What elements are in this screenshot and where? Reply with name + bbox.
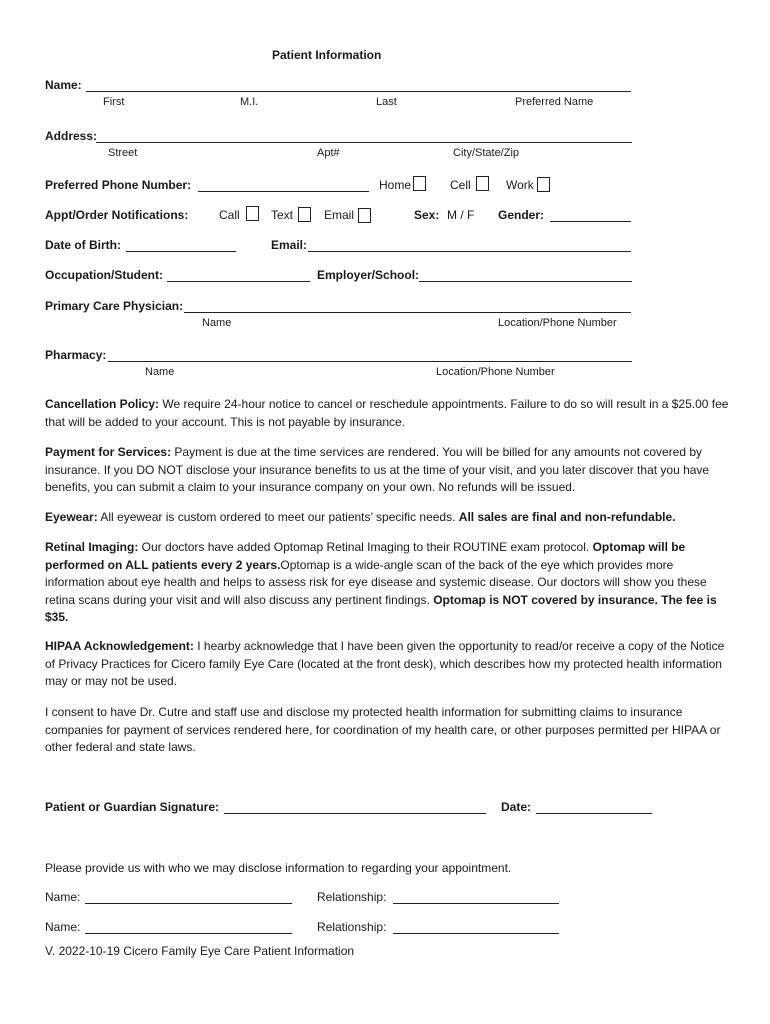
hipaa-text: I hearby acknowledge that I have been given the opportunity to read/or receive a copy of the Notice of Privacy Practices for Cicero family Eye Care (located at the front desk), which describes how my protected health information may or may not be used. [45,639,725,688]
footer-version: V. 2022-10-19 Cicero Family Eye Care Patient Information [45,944,355,958]
name-field[interactable] [86,91,631,92]
disclosure-name-label-2: Name: [45,920,81,934]
email-field[interactable] [308,251,631,252]
dob-label: Date of Birth: [45,238,121,252]
street-sublabel: Street [108,147,138,159]
disclosure-name-label-1: Name: [45,890,81,904]
disclosure-name-field-1[interactable] [85,903,292,904]
payment-policy [45,444,730,497]
disclosure-relationship-label-2: Relationship: [317,920,387,934]
address-field[interactable] [96,142,632,143]
pharmacy-location-sublabel: Location/Phone Number [436,366,555,378]
email-label: Email: [271,238,308,252]
name-label: Name: [45,78,82,92]
cell-option-label: Cell [450,178,471,192]
gender-label: Gender: [498,208,545,222]
pharmacy-label: Pharmacy: [45,348,107,362]
disclosure-name-field-2[interactable] [85,933,292,934]
retinal-imaging-bold-2: Optomap is NOT covered by insurance. The fee is $35. [45,592,717,624]
hipaa-acknowledgement [45,638,730,691]
work-option-label: Work [506,178,534,192]
pharmacy-field[interactable] [108,361,632,362]
signature-label: Patient or Guardian Signature: [45,800,220,814]
call-checkbox[interactable] [246,206,259,221]
payment-policy-label: Payment for Services: [45,445,172,459]
disclosure-relationship-field-2[interactable] [393,933,559,934]
retinal-imaging-text-1: Our doctors have added Optomap Retinal Imaging to their ROUTINE exam protocol. [138,540,593,554]
address-label: Address: [45,129,98,143]
page-title: Patient Information [272,48,382,62]
retinal-imaging-label: Retinal Imaging: [45,540,139,554]
pcp-field[interactable] [184,312,631,313]
retinal-imaging-policy [45,539,730,627]
email-checkbox[interactable] [358,208,371,223]
hipaa-label: HIPAA Acknowledgement: [45,639,194,653]
occupation-label: Occupation/Student: [45,268,163,282]
consent-text: I consent to have Dr. Cutre and staff use and disclose my protected health information for submitting claims to insurance companies for payment of services rendered here, for coordination of my health care, or other purposes permitted per HIPAA or other federal and state laws. [45,705,721,754]
date-label: Date: [501,800,532,814]
retinal-imaging-bold-1: Optomap will be performed on ALL patients every 2 years. [45,540,686,572]
mi-sublabel: M.I. [240,96,259,108]
email-option-label: Email [324,208,355,222]
dob-field[interactable] [126,251,236,252]
pharmacy-name-sublabel: Name [145,366,175,378]
work-checkbox[interactable] [537,177,550,192]
consent-paragraph [45,704,730,757]
sex-options[interactable]: M / F [447,208,475,222]
disclosure-intro: Please provide us with who we may disclose information to regarding your appointment. [45,861,512,875]
cell-checkbox[interactable] [476,176,489,191]
home-checkbox[interactable] [413,176,426,191]
eyewear-policy-final: All sales are final and non-refundable. [458,510,676,524]
text-option-label: Text [271,208,294,222]
phone-label: Preferred Phone Number: [45,178,192,192]
call-option-label: Call [219,208,240,222]
date-field[interactable] [536,813,652,814]
pcp-name-sublabel: Name [202,317,232,329]
cancellation-policy-label: Cancellation Policy: [45,397,160,411]
occupation-field[interactable] [167,281,310,282]
eyewear-policy [45,509,730,527]
notifications-label: Appt/Order Notifications: [45,208,189,222]
cancellation-policy [45,396,730,431]
pcp-label: Primary Care Physician: [45,299,184,313]
employer-field[interactable] [419,281,632,282]
gender-field[interactable] [550,221,631,222]
eyewear-policy-text: All eyewear is custom ordered to meet our patients’ specific needs. [97,510,459,524]
pcp-location-sublabel: Location/Phone Number [498,317,617,329]
last-sublabel: Last [376,96,397,108]
phone-field[interactable] [198,191,369,192]
disclosure-relationship-label-1: Relationship: [317,890,387,904]
employer-label: Employer/School: [317,268,420,282]
city-state-zip-sublabel: City/State/Zip [453,147,520,159]
apt-sublabel: Apt# [317,147,340,159]
signature-field[interactable] [224,813,486,814]
payment-policy-text: Payment is due at the time services are rendered. You will be billed for any amounts not covered by insurance. If you DO NOT disclose your insurance benefits to us at the time of your visit, and you later discover that you have benefits, you can submit a claim to your insurance company on your own. No refunds will be issued. [45,445,710,494]
text-checkbox[interactable] [298,207,311,222]
retinal-imaging-text-2: Optomap is a wide-angle scan of the back of the eye which provides more information about eye health and helps to assess risk for eye disease and systemic disease. Our doctors will show you these retina scans during your visit and will also discuss any pertinent findings. [45,557,707,607]
disclosure-relationship-field-1[interactable] [393,903,559,904]
sex-label: Sex: [414,208,440,222]
cancellation-policy-text: We require 24-hour notice to cancel or reschedule appointments. Failure to do so will result in a $25.00 fee that will be added to your account. This is not payable by insurance. [45,397,729,429]
home-option-label: Home [379,178,412,192]
preferred-name-sublabel: Preferred Name [515,96,594,108]
eyewear-policy-label: Eyewear: [45,510,98,524]
first-sublabel: First [103,96,125,108]
